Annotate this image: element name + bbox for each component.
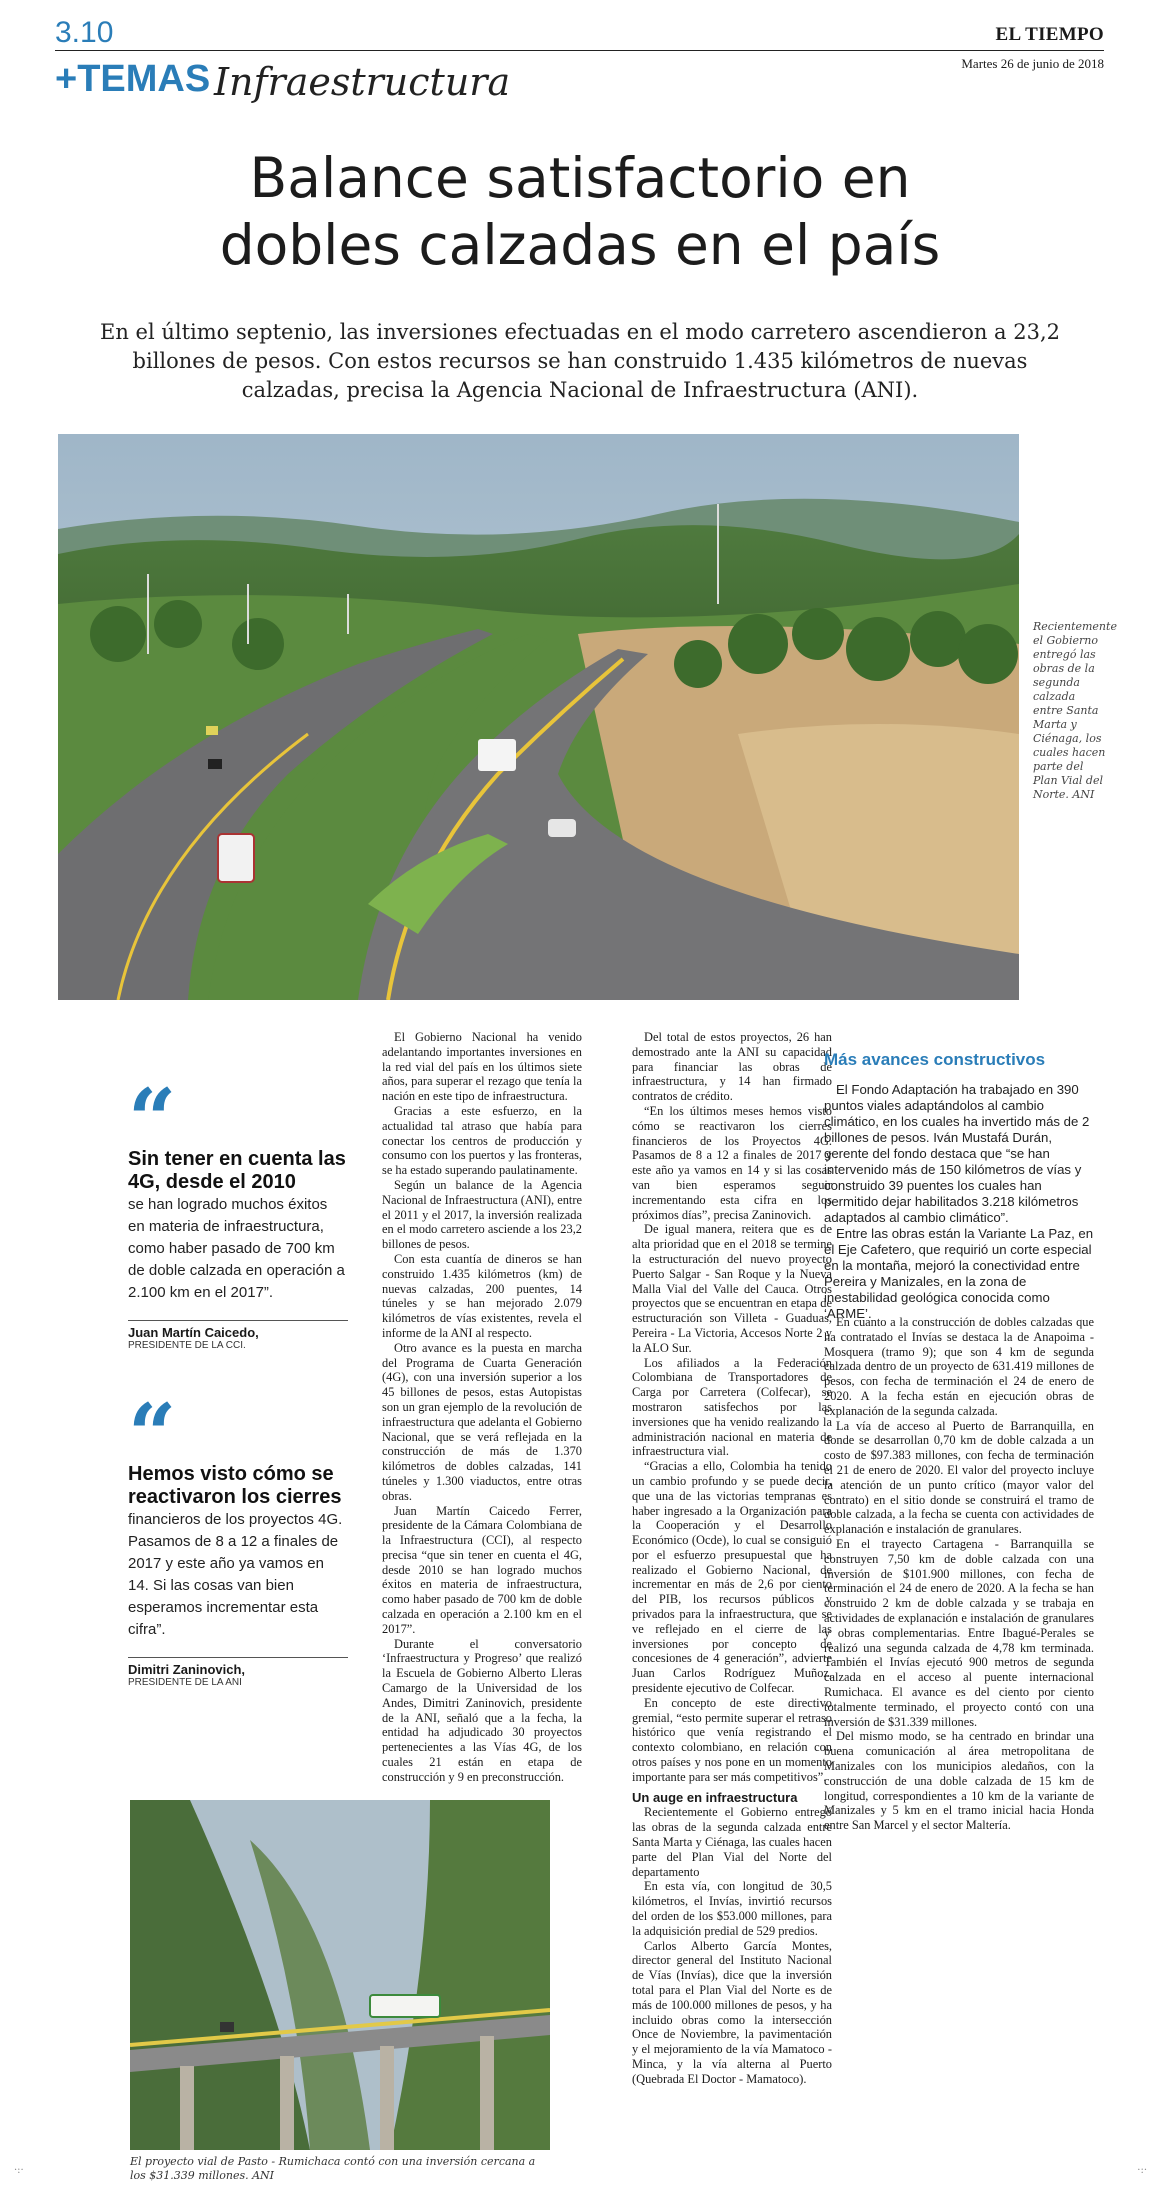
paragraph: Con esta cuantía de dineros se han construido 1.435 kilómetros (km) de nuevas calzadas, 200 puentes, 14 túneles y se han mejorado 2.079 kilómetros de vías existentes, revela el informe de la ANI al respecto. [382, 1251, 582, 1340]
main-photo-caption: Recientemente el Gobierno entregó las obras de la segunda calzada entre Santa Marta y Ciénaga, los cuales hacen parte del Plan Vial del Norte. ANI [1033, 620, 1117, 801]
paragraph: El Gobierno Nacional ha venido adelantando importantes inversiones en la red vial del país en los últimos siete años, para superar el rezago que tenía la nación en este tipo de infraestructura. [382, 1030, 582, 1104]
paragraph: El Fondo Adaptación ha trabajado en 390 puntos viales adaptándolos al cambio climático, en los cuales ha invertido más de 2 billones de pesos. Iván Mustafá Durán, gerente del fondo destaca que “se han intervenido más de 150 kilómetros de vías y construido 39 puentes los cuales han permitido dejar habilitados 3.218 kilómetros adaptados al cambio climático”. [824, 1082, 1090, 1225]
page-number: 3.10 [55, 16, 114, 49]
quote-mark-icon: “ [128, 1385, 177, 1484]
headline-line-1: Balance satisfactorio en [249, 146, 911, 210]
paragraph: En esta vía, con longitud de 30,5 kilómetros, el Invías, invirtió recursos del orden de los $53.000 millones, para la adquisición predial de 529 predios. [632, 1879, 832, 1938]
body-column-2 [632, 1030, 832, 2087]
paragraph: Carlos Alberto García Montes, director general del Instituto Nacional de Vías (Invías), dice que la inversión total para el Plan Vial del Norte es de más de 100.000 millones de pesos, y ha incluido obras como la intersección Once de Noviembre, la pavimentación y el mejoramiento de la vía Mamatoco - Minca, y la vía alterna al Puerto (Quebrada El Doctor - Mamatoco). [632, 1938, 832, 2086]
pull-quote-caicedo [128, 1070, 348, 1351]
quote-role: PRESIDENTE DE LA CCI. [128, 1340, 246, 1351]
paragraph: Otro avance es la puesta en marcha del Programa de Cuarta Generación (4G), con una inversión superior a los 45 billones de pesos, estas Autopistas son un gran ejemplo de la revolución de infraestructura que adelanta el Gobierno Nacional, que se verá reflejada en la construcción de más de 1.370 kilómetros de dobles calzadas, 141 túneles y 1.300 viaductos, entre otras obras. [382, 1340, 582, 1503]
issue-date: Martes 26 de junio de 2018 [961, 56, 1104, 71]
column-subheading: Un auge en infraestructura [632, 1789, 798, 1805]
paragraph: De igual manera, reitera que es de alta prioridad que en el 2018 se termine la estructuración del nuevo proyecto Puerto Salgar - San Roque y la Nueva Malla Vial del Valle del Cauca. Otros proyectos que se encuentran en etapa de estructuración son Villeta - Guaduas, Pereira - La Victoria, Accesos Norte 2 y la ALO Sur. [632, 1222, 832, 1355]
quote-role: PRESIDENTE DE LA ANI [128, 1677, 242, 1688]
quote-text: se han logrado muchos éxitos en materia de infraestructura, como haber pasado de 700 km de doble calzada en operación a 2.100 km en el 2017”. [128, 1196, 345, 1301]
masthead: EL TIEMPO [995, 24, 1104, 45]
paragraph: Durante el conversatorio ‘Infraestructura y Progreso’ que realizó la Escuela de Gobierno Alberto Lleras Camargo de la Universidad de los Andes, Dimitri Zaninovich, presidente de la ANI, señaló que a la fecha, la entidad ha adjudicado 30 proyectos pertenecientes a las Vías 4G, de los cuales 21 están en etapa de construcción y 9 en preconstrucción. [382, 1636, 582, 1784]
paragraph: Los afiliados a la Federación Colombiana de Transportadores de Carga por Carretera (Colfecar), se mostraron satisfechos por las inversiones que ha venido realizando la administración nacional en materia de infraestructura vial. [632, 1355, 832, 1459]
subhead: En el último septenio, las inversiones efectuadas en el modo carretero ascendieron a 23,2 billones de pesos. Con estos recursos se han construido 1.435 kilómetros de nuevas calzadas, precisa la Agencia Nacional de Infraestructura (ANI). [99, 320, 1061, 402]
paragraph: En el trayecto Cartagena - Barranquilla se construyen 7,50 km de doble calzada con una inversión de $101.900 millones, con fecha de terminación el 24 de enero de 2020. A la fecha se han construido 2 km de doble calzada y se trabaja en actividades de explanación e instalación de granulares y obras complementarias. Entre Ibagué-Perales se realizó una segunda calzada de 4,78 km terminada. También el Invías ejecutó 900 metros de segunda calzada en el acceso al puente internacional Rumichaca. El avance es del ciento por ciento totalmente terminado, el proyecto contó con una inversión de $31.339 millones. [824, 1536, 1094, 1729]
paragraph: En cuanto a la construcción de dobles calzadas que ha contratado el Invías se destaca la de Anapoima - Mosquera (tramo 9); que son 4 km de segunda calzada dentro de un proyecto de 631.419 millones de pesos, con fecha de terminación el 24 de enero de 2020. A la fecha están en ejecución obras de explanación de la segunda calzada. [824, 1315, 1094, 1418]
paragraph: Según un balance de la Agencia Nacional de Infraestructura (ANI), entre el 2011 y el 2017, la inversión realizada en el modo carretero asciende a los 23,2 billones de pesos. [382, 1177, 582, 1252]
quote-text: financieros de los proyectos 4G. Pasamos de 8 a 12 a finales de 2017 y este año ya vamos en 14. Si las cosas van bien esperamos incrementar esta cifra”. [128, 1511, 343, 1638]
headline [60, 145, 1100, 279]
paragraph: En concepto de este directivo gremial, “esto permite superar el retraso histórico que venía registrando el contexto colombiano, en relación con otros países y nos pone en un momento importante para ser más competitivos”. [632, 1695, 832, 1784]
paragraph: “En los últimos meses hemos visto cómo se reactivaron los cierres financieros de los Proyectos 4G. Pasamos de 8 a 12 a finales de 2017 y este año ya vamos en 14 y si las cosas van bien esperamos seguir incrementando esta cifra en los próximos días”, precisa Zaninovich. [632, 1103, 832, 1222]
body-column-1 [382, 1030, 582, 1785]
quote-divider [128, 1657, 348, 1688]
section-plus-label: +TEMAS [55, 58, 211, 100]
body-column-3 [824, 1315, 1094, 1833]
section-name: Infraestructura [214, 60, 511, 104]
pull-quote-zaninovich [128, 1385, 348, 1688]
paragraph: “Gracias a ello, Colombia ha tenido un cambio profundo y se puede decir, que una de las victorias tempranas es haber ingresado a la Organización para la Cooperación y el Desarrollo Económico (Ocde), lo cual se consiguió por el esfuerzo presupuestal que ha realizado el Gobierno Nacional, de incrementar en más de 2,6 por ciento del PIB, los recursos públicos y privados para la infraestructura, que se ve reflejado en el cierre de las inversiones por concepto de concesiones de 4 generación”, advierte Juan Carlos Rodríguez Muñoz, presidente ejecutivo de Colfecar. [632, 1459, 832, 1696]
bridge-photo-caption: El proyecto vial de Pasto - Rumichaca contó con una inversión cercana a los $31.339 millones. ANI [130, 2155, 536, 2182]
main-photo-highway [58, 434, 1019, 1000]
paragraph: Juan Martín Caicedo Ferrer, presidente de la Cámara Colombiana de la Infraestructura (CCI), al respecto precisa “que sin tener en cuenta el 4G, desde 2010 se han logrado muchos éxitos en materia de infraestructura, como haber pasado de 700 km de doble calzada en operación a 2.100 km en el 2017”. [382, 1503, 582, 1636]
bridge-illustration [130, 1800, 550, 2150]
quote-divider [128, 1320, 348, 1351]
sidebar-body [824, 1082, 1094, 1322]
paragraph: Entre las obras están la Variante La Paz, en el Eje Cafetero, que requirió un corte especial en la montaña, mejoró la conectividad entre Pereira y Manizales, en la zona de inestabilidad geológica conocida como ‘ARME’. [824, 1226, 1094, 1321]
crop-mark: ·:· [1137, 2165, 1147, 2176]
quote-author: Dimitri Zaninovich, [128, 1662, 246, 1677]
sidebar-box [824, 1050, 1094, 1322]
quote-lead: Sin tener en cuenta las 4G, desde el 2010 [128, 1148, 346, 1193]
quote-lead: Hemos visto cómo se reactivaron los cierres [128, 1463, 342, 1508]
paragraph: La vía de acceso al Puerto de Barranquilla, en donde se desarrollan 0,70 km de doble calzada a un costo de $97.383 millones, con fecha de terminación el 21 de enero de 2020. El valor del proyecto incluye la atención de un punto crítico (mayor valor del contrato) en el sitio donde se construirá el tramo de doble calzada, a la fecha se cuenta con actividades de explanación e instalación de granulares. [824, 1418, 1094, 1537]
quote-mark-icon: “ [128, 1070, 177, 1169]
quote-author: Juan Martín Caicedo, [128, 1325, 259, 1340]
paragraph: Del total de estos proyectos, 26 han demostrado ante la ANI su capacidad para financiar las obras de infraestructura, y 14 han firmado contratos de crédito. [632, 1030, 832, 1104]
paragraph: Gracias a este esfuerzo, en la actualidad tal atraso que había para conectar los centros de producción y consumo con los puertos y las fronteras, se ha estado superando paulatinamente. [382, 1103, 582, 1178]
bridge-photo [130, 1800, 550, 2150]
top-rule [55, 50, 1104, 51]
paragraph: Del mismo modo, se ha centrado en brindar una buena comunicación al área metropolitana de Manizales con los municipios aledaños, con la construcción de una doble calzada de 15 km de longitud, correspondientes a 10 km de la variante de Manizales y 5 km en el tramo inicial hacia Honda entre San Marcel y el sector Maltería. [824, 1729, 1094, 1833]
paragraph: Recientemente el Gobierno entregó las obras de la segunda calzada entre Santa Marta y Ciénaga, las cuales hacen parte del Plan Vial del Norte del departamento [632, 1805, 832, 1879]
highway-illustration [58, 434, 1019, 1000]
sidebar-title: Más avances constructivos [824, 1050, 1046, 1069]
crop-mark: ·:· [14, 2165, 24, 2176]
headline-line-2: dobles calzadas en el país [219, 213, 941, 277]
